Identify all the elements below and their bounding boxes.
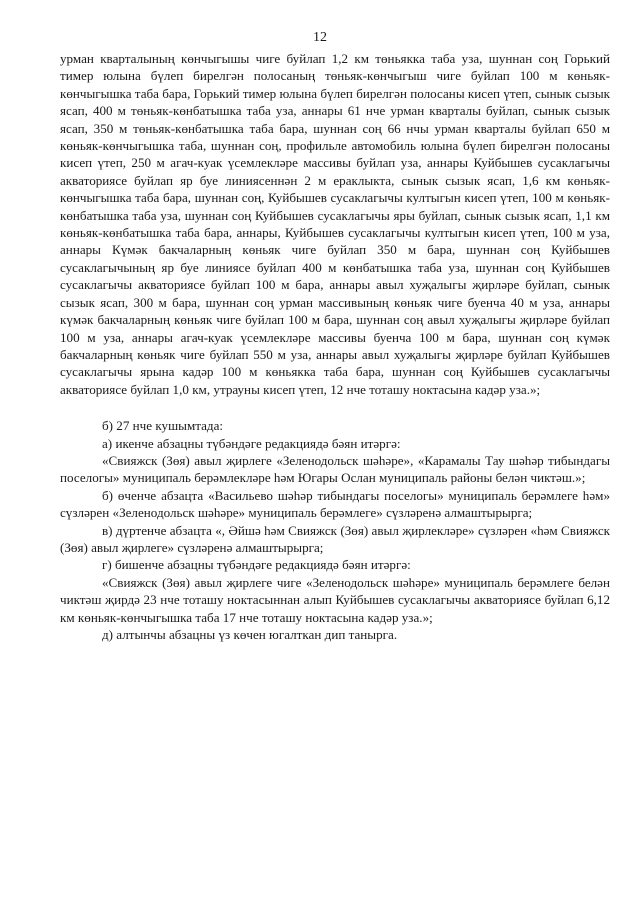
document-body <box>60 50 610 643</box>
paragraph-item-a: а) икенче абзацны түбәндәге редакциядә бәян итәргә: <box>102 435 401 451</box>
paragraph-item-b: б) өченче абзацта «Васильево шәһәр тибындагы поселогы» муниципаль берәмлеге һәм» сүзләрен «Зеленодольск шәһәре» муниципаль берәмлеге» сүзләренә алмаштырырга; <box>60 487 610 521</box>
paragraph-item-g: г) бишенче абзацны түбәндәге редакциядә бәян итәргә: <box>102 557 411 573</box>
paragraph-boundary-description: урман кварталының көнчыгышы чиге буйлап 1,2 км төньякка таба уза, шуннан соң Горький тимер юлына бүлеп бирелгән полосаның төньяк-көнчыгыш чиге буйлап 100 м көньяк-көнчыгышка таба бара, Горький тимер юлына бүлеп бирелгән полосаны кисеп үтеп, сынык сызык ясап, 400 м төньяк-көнбатышка таба уза, аннары 61 нче урман кварталы буйлап, сынык сызык ясап, 350 м төньяк-көнбатышка таба бара, шуннан соң 66 нчы урман кварталы буйлап 650 м көньяк-көнчыгышка таба, шуннан соң, профильле автомобиль юлына бүлеп бирелгән полосаны кисеп үтеп, 250 м агач-куак үсемлекләре массивы буйлап уза, аннары Куйбышев сусаклагычы акваториясе буйлап яр буе линиясеннән 2 м ераклыкта, сынык сызык ясап, 1,6 км көньяк-көнчыгышка таба бара, шуннан соң, Куйбышев сусаклагычы култыгын кисеп үтеп, 100 м көньяк-көнбатышка таба уза, шуннан соң Куйбышев сусаклагычы яры буйлап, сынык сызык ясап, 1,1 км көньяк-көнбатышка таба бара, аннары, Куйбышев сусаклагычы култыгын кисеп үтеп, 100 м уза, аннары Күмәк бакчаларның көньяк чиге буйлап 350 м бара, шуннан соң Куйбышев сусаклагычының яр буе линиясе буйлап 400 м көнбатышка таба уза, шуннан соң Куйбышев сусаклагычы акваториясе буйлап 100 м бара, аннары авыл хуҗалыгы җирләре буйлап, сынык сызык ясап, 300 м бара, шуннан соң урман массивының көньяк чиге буенча 40 м уза, аннары күмәк бакчаларның көньяк чиге буйлап 100 м бара, шуннан соң авыл хуҗалыгы җирләре буйлап 100 м уза, аннары агач-куак үсемлекләре массивы буенча 100 м бара, шуннан соң күмәк бакчаларның көньяк чиге буйлап 550 м уза, аннары авыл хуҗалыгы җирләре буйлап Куйбышев сусаклагычы ярына кадәр 100 м көньякка таба бара, шуннан соң Куйбышев сусаклагычы акваториясе буйлап 1,0 км, утрауны кисеп үтеп, 12 нче тоташу ноктасына кадәр уза.»; <box>60 51 610 397</box>
paragraph-item-d: д) алтынчы абзацны үз көчен югалткан дип танырга. <box>102 627 398 642</box>
page-number: 12 <box>313 30 327 45</box>
paragraph-spacer <box>60 398 610 417</box>
paragraph-quote-g: «Свияжск (Зөя) авыл җирлеге чиге «Зеленодольск шәһәре» муниципаль берәмлеге белән чиктәш җирдә 23 нче тоташу ноктасыннан алып Куйбышев сусаклагычы акваториясе буйлап 6,12 км көньяк-көнчыгышка таба 17 нче тоташу ноктасына кадәр уза.»; <box>60 574 610 625</box>
paragraph-item-v: в) дүртенче абзацта «, Әйшә һәм Свияжск (Зөя) авыл җирлекләре» сүзләрен «һәм Свияжск (Зөя) авыл җирлеге» сүзләренә алмаштырырга; <box>60 522 610 555</box>
paragraph-quote-a: «Свияжск (Зөя) авыл җирлеге «Зеленодольск шәһәре», «Карамалы Тау шәһәр тибындагы поселогы» муниципаль берәмлекләре һәм Югары Ослан муниципаль районы белән чиктәш.»; <box>60 452 610 486</box>
paragraph-appendix-27: б) 27 нче кушымтада: <box>102 418 224 434</box>
